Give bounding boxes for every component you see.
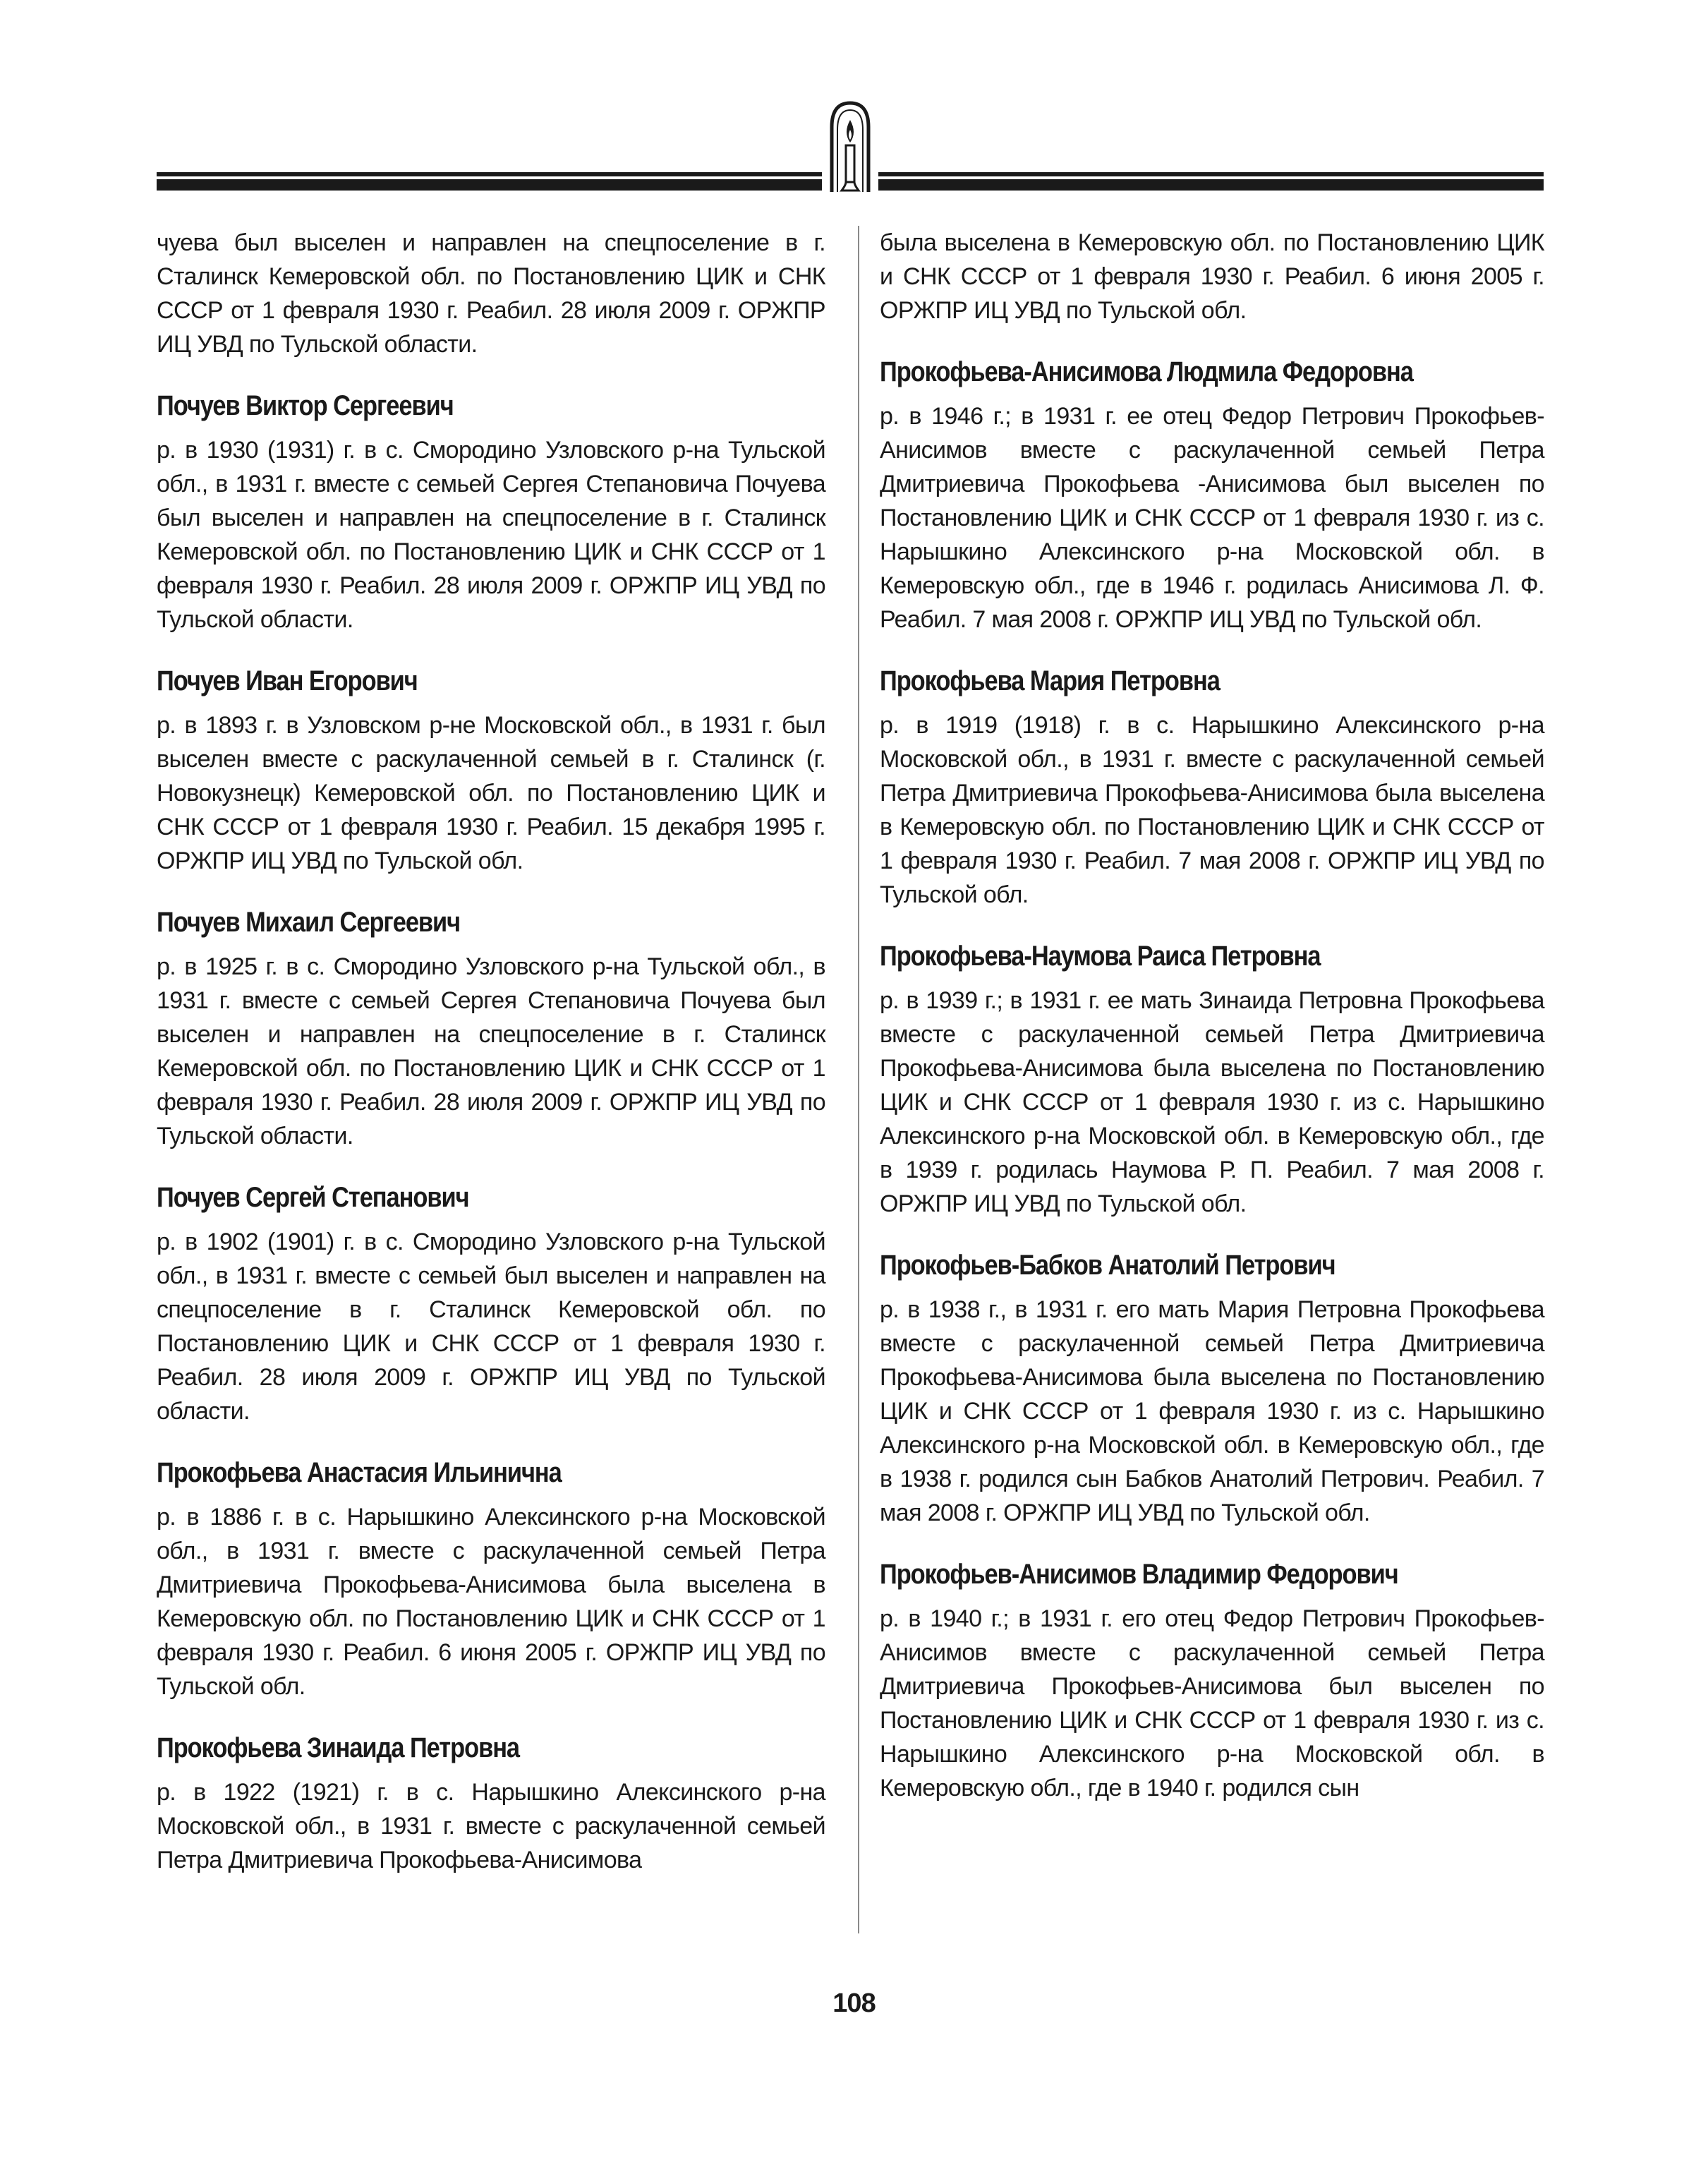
entry-text: р. в 1939 г.; в 1931 г. ее мать Зинаида Петровна Прокофьева вместе с раскулаченной семьей Петра Дмитриевича Прокофьева-Анисимова была выселена по Постановлению ЦИК и СНК СССР от 1 февраля 1930 г. из с. Нарышкино Алексинского р-на Московской обл. в Кемеровскую обл., где в 1939 г. родилась Наумова Р. П. Реабил. 7 мая 2008 г. ОРЖПР ИЦ УВД по Тульской обл.	[880, 987, 1544, 1217]
column-divider	[858, 226, 859, 1933]
entry-name: Прокофьева-Наумова Раиса Петровна	[880, 941, 1321, 972]
entry	[157, 1178, 825, 1428]
entry-text: р. в 1946 г.; в 1931 г. ее отец Федор Петрович Прокофьев-Анисимов вместе с раскулаченной семьей Петра Дмитриевича Прокофьева -Анисимова был выселен по Постановлению ЦИК и СНК СССР от 1 февраля 1930 г. из с. Нарышкино Алексинского р-на Московской обл. в Кемеровскую обл., где в 1946 г. родилась Анисимова Л. Ф. Реабил. 7 мая 2008 г. ОРЖПР ИЦ УВД по Тульской обл.	[880, 403, 1544, 633]
entry-name: Прокофьев-Анисимов Владимир Федорович	[880, 1559, 1398, 1590]
page-header	[157, 99, 1544, 191]
entry	[880, 1555, 1544, 1805]
entry	[880, 1246, 1544, 1530]
entry-text: р. в 1922 (1921) г. в с. Нарышкино Алексинского р-на Московской обл., в 1931 г. вместе с раскулаченной семьей Петра Дмитриевича Прокофьева-Анисимова	[157, 1779, 825, 1873]
entry-name: Прокофьев-Бабков Анатолий Петрович	[880, 1250, 1335, 1281]
left-column	[157, 226, 825, 1902]
entry-name: Почуев Михаил Сергеевич	[157, 907, 461, 938]
page-number: 108	[832, 1988, 876, 2018]
entry	[157, 903, 825, 1153]
entry-name: Почуев Виктор Сергеевич	[157, 390, 454, 421]
entry-text: р. в 1902 (1901) г. в с. Смородино Узловского р-на Тульской обл., в 1931 г. вместе с семьей был выселен и направлен на спецпоселение в г. Сталинск Кемеровской обл. по Постановлению ЦИК и СНК СССР от 1 февраля 1930 г. Реабил. 28 июля 2009 г. ОРЖПР ИЦ УВД по Тульской области.	[157, 1229, 825, 1425]
entry	[880, 662, 1544, 912]
entry	[157, 387, 825, 636]
entry	[157, 662, 825, 878]
entry-text: р. в 1930 (1931) г. в с. Смородино Узловского р-на Тульской обл., в 1931 г. вместе с семьей Сергея Степановича Почуева был выселен и направлен на спецпоселение в г. Сталинск Кемеровской обл. по Постановлению ЦИК и СНК СССР от 1 февраля 1930 г. Реабил. 28 июля 2009 г. ОРЖПР ИЦ УВД по Тульской области.	[157, 437, 825, 633]
entry-continuation	[880, 226, 1544, 327]
right-column	[880, 226, 1544, 1830]
entry-text: р. в 1886 г. в с. Нарышкино Алексинского р-на Московской обл., в 1931 г. вместе с раскулаченной семьей Петра Дмитриевича Прокофьева-Анисимова была выселена в Кемеровскую обл. по Постановлению ЦИК и СНК СССР от 1 февраля 1930 г. Реабил. 6 июня 2005 г. ОРЖПР ИЦ УВД по Тульской обл.	[157, 1504, 825, 1700]
entry-name: Почуев Иван Егорович	[157, 665, 418, 696]
entry-text: р. в 1938 г., в 1931 г. его мать Мария Петровна Прокофьева вместе с раскулаченной семьей Петра Дмитриевича Прокофьева-Анисимова была выселена по Постановлению ЦИК и СНК СССР от 1 февраля 1930 г. из с. Нарышкино Алексинского р-на Московской обл. в Кемеровскую обл., где в 1938 г. родился сын Бабков Анатолий Петрович. Реабил. 7 мая 2008 г. ОРЖПР ИЦ УВД по Тульской обл.	[880, 1296, 1544, 1526]
entry	[880, 937, 1544, 1221]
entry-name: Почуев Сергей Степанович	[157, 1182, 469, 1213]
entry	[880, 353, 1544, 636]
entry-name: Прокофьева Зинаида Петровна	[157, 1732, 520, 1763]
entry-text: была выселена в Кемеровскую обл. по Постановлению ЦИК и СНК СССР от 1 февраля 1930 г. Реабил. 6 июня 2005 г. ОРЖПР ИЦ УВД по Тульской обл.	[880, 229, 1544, 324]
entry-text: р. в 1940 г.; в 1931 г. его отец Федор Петрович Прокофьев-Анисимов вместе с раскулаченной семьей Петра Дмитриевича Прокофьев-Анисимова был выселен по Постановлению ЦИК и СНК СССР от 1 февраля 1930 г. из с. Нарышкино Алексинского р-на Московской обл. в Кемеровскую обл., где в 1940 г. родился сын	[880, 1605, 1544, 1801]
entry	[157, 1729, 825, 1877]
candle-arch-icon	[822, 99, 878, 192]
entry-text: р. в 1925 г. в с. Смородино Узловского р-на Тульской обл., в 1931 г. вместе с семьей Сергея Степановича Почуева был выселен и направлен на спецпоселение в г. Сталинск Кемеровской обл. по Постановлению ЦИК и СНК СССР от 1 февраля 1930 г. Реабил. 28 июля 2009 г. ОРЖПР ИЦ УВД по Тульской области.	[157, 953, 825, 1149]
entry-text: р. в 1919 (1918) г. в с. Нарышкино Алексинского р-на Московской обл., в 1931 г. вместе с раскулаченной семьей Петра Дмитриевича Прокофьева-Анисимова была выселена в Кемеровскую обл. по Постановлению ЦИК и СНК СССР от 1 февраля 1930 г. Реабил. 7 мая 2008 г. ОРЖПР ИЦ УВД по Тульской обл.	[880, 712, 1544, 908]
entry-name: Прокофьева-Анисимова Людмила Федоровна	[880, 356, 1413, 387]
entry-text: р. в 1893 г. в Узловском р-не Московской обл., в 1931 г. был выселен вместе с раскулаченной семьей в г. Сталинск (г. Новокузнецк) Кемеровской обл. по Постановлению ЦИК и СНК СССР от 1 февраля 1930 г. Реабил. 15 декабря 1995 г. ОРЖПР ИЦ УВД по Тульской обл.	[157, 712, 825, 874]
entry-text: чуева был выселен и направлен на спецпоселение в г. Сталинск Кемеровской обл. по Постановлению ЦИК и СНК СССР от 1 февраля 1930 г. Реабил. 28 июля 2009 г. ОРЖПР ИЦ УВД по Тульской области.	[157, 229, 825, 358]
entry	[157, 1454, 825, 1703]
entry-continuation	[157, 226, 825, 361]
entry-name: Прокофьева Мария Петровна	[880, 665, 1220, 696]
entry-name: Прокофьева Анастасия Ильинична	[157, 1457, 562, 1488]
